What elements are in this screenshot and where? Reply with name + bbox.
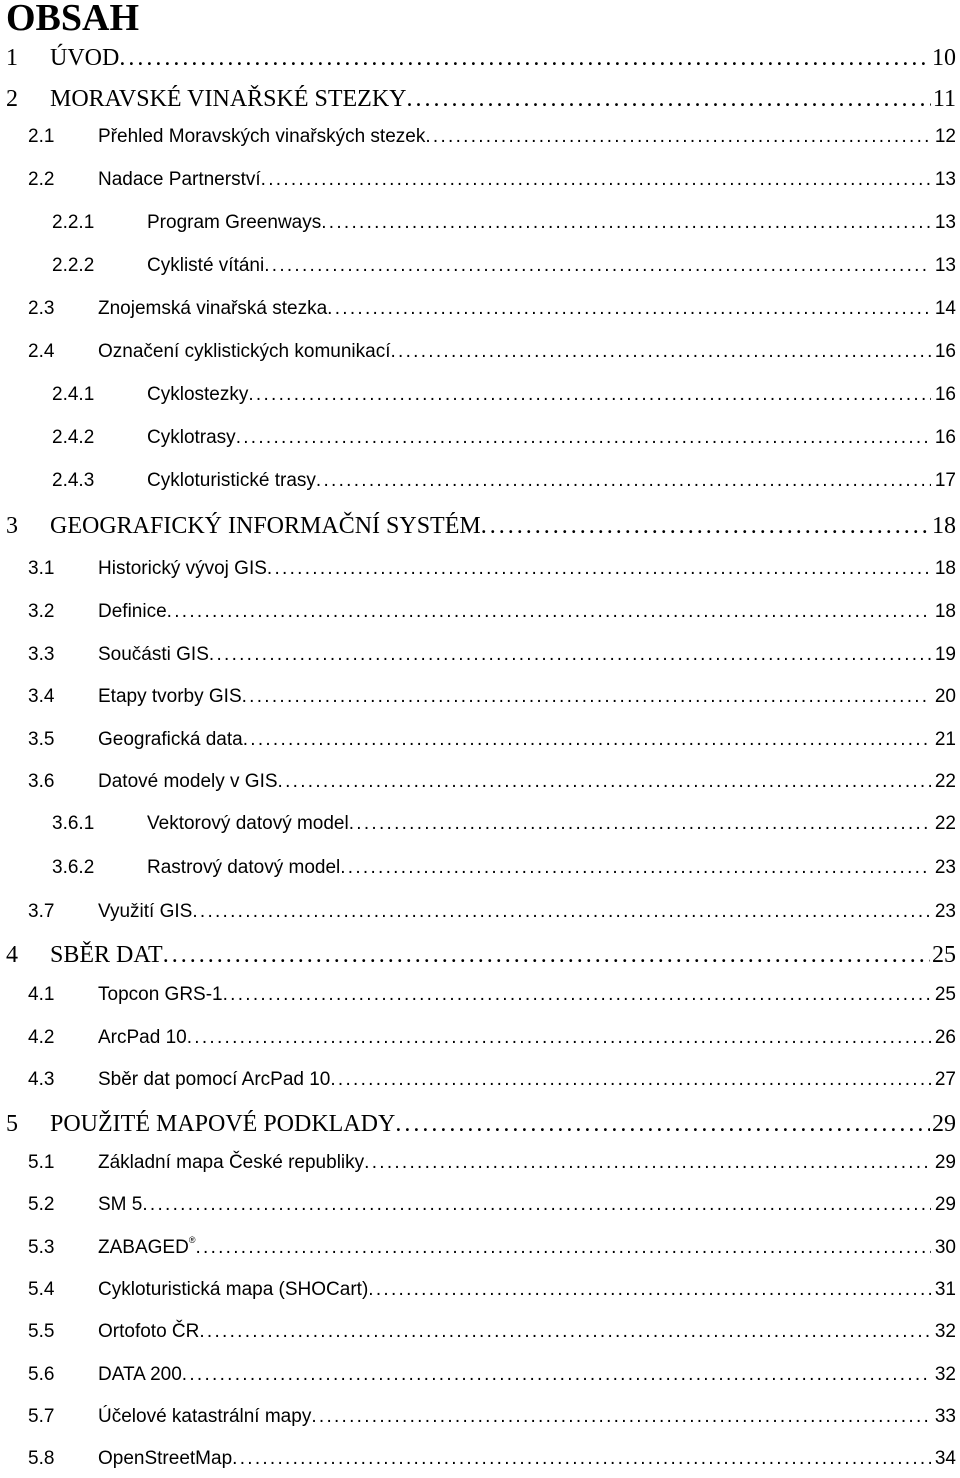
toc-entry-page-number: 14 [934,298,956,319]
toc-entry-label-text: DATA 200 [98,1364,182,1385]
toc-entry-label [98,729,243,751]
toc-entry[interactable] [28,1234,956,1267]
toc-entry-label [147,212,321,234]
toc-entry-label [50,1111,395,1138]
dot-leader [481,513,930,540]
toc-entry-number: 5.8 [28,1448,55,1469]
toc-entry-page-number: 16 [934,341,956,362]
dot-leader [163,942,930,969]
toc-entry-number: 5.7 [28,1406,55,1427]
toc-entry-label-text: OpenStreetMap [98,1448,233,1469]
dot-leader [248,384,931,406]
toc-entry-label [98,1279,368,1301]
toc-entry-label [98,1364,182,1386]
toc-entry-number: 3.1 [28,558,55,579]
toc-entry-page-number: 10 [932,45,956,71]
dot-leader [264,255,931,277]
toc-entry-number: 5.4 [28,1279,55,1300]
toc-entry-label-text: Cyklisté vítáni [147,255,265,276]
dot-leader [223,984,931,1006]
toc-entry-page-number: 16 [934,384,956,405]
toc-entry[interactable] [52,255,956,285]
toc-entry-number: 3.5 [28,729,55,750]
toc-entry[interactable] [28,341,956,371]
toc-entry-page-number: 26 [934,1027,956,1048]
toc-entry-label-text: Využití GIS [98,901,193,922]
toc-entry-label-text: Vektorový datový model [147,813,349,834]
dot-leader [330,1069,930,1091]
toc-entry-page-number: 33 [934,1406,956,1427]
toc-entry-label [98,644,209,666]
toc-entry-number: 2.2.2 [52,255,95,276]
toc-entry-page-number: 18 [934,601,956,622]
toc-entry-label [50,513,481,540]
toc-entry-page-number: 29 [932,1111,956,1137]
dot-leader [187,1027,931,1049]
dot-leader [242,686,931,708]
toc-entry-label [147,427,236,449]
toc-entry-number: 3.6 [28,771,55,792]
dot-leader [142,1194,931,1216]
toc-entry-label-text: Rastrový datový model [147,857,341,878]
dot-leader [321,212,931,234]
toc-entry-page-number: 23 [934,857,956,878]
dot-leader [311,1406,931,1428]
dot-leader [243,729,931,751]
toc-entry-label-text: Definice [98,601,167,622]
toc-entry-page-number: 18 [932,513,956,539]
toc-entry-label-text: POUŽITÉ MAPOVÉ PODKLADY [50,1111,396,1137]
dot-leader [199,1321,930,1343]
toc-entry[interactable] [52,813,956,843]
toc-entry-label-text: Etapy tvorby GIS [98,686,242,707]
toc-entry-label-text: Geografická data [98,729,243,750]
toc-entry-label-text: Nadace Partnerství [98,169,261,190]
dot-leader [349,813,931,835]
toc-entry-label-text: ArcPad 10 [98,1027,187,1048]
toc-entry[interactable] [52,427,956,457]
toc-entry-number: 2.1 [28,126,55,147]
toc-entry-page-number: 11 [932,86,956,112]
toc-entry[interactable] [28,729,956,759]
toc-entry[interactable] [52,857,956,887]
toc-entry[interactable] [6,45,956,75]
toc-entry-page-number: 31 [934,1279,956,1300]
toc-entry-label [98,169,261,191]
toc-entry-number: 3.4 [28,686,55,707]
registered-mark: ® [188,1234,196,1245]
toc-entry-label [98,341,391,363]
toc-entry-number: 5.1 [28,1152,55,1173]
toc-entry-label-text: MORAVSKÉ VINAŘSKÉ STEZKY [50,86,407,112]
toc-entry-number: 4.1 [28,984,55,1005]
dot-leader [425,126,931,148]
toc-entry-label [50,942,163,969]
dot-leader [167,601,931,623]
toc-entry-label [147,255,264,277]
toc-entry-page-number: 20 [934,686,956,707]
toc-entry[interactable] [52,212,956,242]
toc-entry-page-number: 18 [934,558,956,579]
toc-entry-page-number: 22 [934,771,956,792]
toc-entry[interactable] [28,1448,956,1478]
dot-leader [232,1448,931,1470]
toc-entry[interactable] [28,1279,956,1309]
toc-entry[interactable] [28,601,956,631]
toc-entry-number: 4 [6,942,18,968]
toc-entry-label [50,86,406,113]
toc-entry-label-text: Historický vývoj GIS [98,558,267,579]
toc-entry[interactable] [52,384,956,414]
toc-entry-page-number: 16 [934,427,956,448]
dot-leader [278,771,931,793]
dot-leader [209,644,931,666]
toc-entry-number: 5.5 [28,1321,55,1342]
toc-entry-label-text: ZABAGED [98,1237,189,1258]
toc-entry-page-number: 25 [932,942,956,968]
toc-entry-label [98,901,192,923]
toc-entry[interactable] [6,513,956,543]
toc-entry-page-number: 13 [934,169,956,190]
toc-entry-page-number: 22 [934,813,956,834]
dot-leader [119,45,930,72]
toc-entry[interactable] [28,1194,956,1224]
dot-leader [195,1237,930,1259]
toc-entry-label [98,686,242,708]
toc-entry-label [98,1152,364,1174]
toc-entry-label-text: Základní mapa České republiky [98,1152,365,1173]
dot-leader [236,427,931,449]
dot-leader [364,1152,931,1174]
toc-entry[interactable] [28,298,956,328]
toc-entry[interactable] [6,86,956,116]
toc-entry[interactable] [52,470,956,500]
toc-entry-number: 3 [6,513,18,539]
toc-entry-number: 5.6 [28,1364,55,1385]
toc-entry-number: 2.4.2 [52,427,95,448]
toc-entry[interactable] [28,901,956,931]
toc-entry-label-text: Cykloturistická mapa (SHOCart) [98,1279,369,1300]
toc-entry-number: 2.2 [28,169,55,190]
toc-entry-number: 1 [6,45,18,71]
toc-entry[interactable] [28,1406,956,1436]
toc-entry-label [98,984,223,1006]
toc-entry-number: 5 [6,1111,18,1137]
dot-leader [391,341,931,363]
toc-entry[interactable] [28,558,956,588]
toc-entry-number: 3.3 [28,644,55,665]
toc-entry-label-text: ÚVOD [50,45,120,71]
toc-entry-label [98,1069,330,1091]
toc-entry-number: 3.2 [28,601,55,622]
toc-entry-page-number: 17 [934,470,956,491]
toc-entry-page-number: 21 [934,729,956,750]
toc-entry-number: 3.7 [28,901,55,922]
toc-entry-page-number: 27 [934,1069,956,1090]
toc-entry-page-number: 34 [934,1448,956,1469]
toc-entry-label [98,1194,142,1216]
toc-entry-label [147,857,340,879]
toc-entry-page-number: 23 [934,901,956,922]
toc-entry-label-text: Znojemská vinařská stezka [98,298,328,319]
toc-entry[interactable] [28,169,956,199]
toc-entry-page-number: 13 [934,255,956,276]
toc-entry-label-text: Cykloturistické trasy [147,470,316,491]
dot-leader [316,470,931,492]
toc-entry-number: 2.2.1 [52,212,95,233]
toc-entry[interactable] [6,942,956,972]
toc-entry-number: 2.4.1 [52,384,95,405]
toc-entry-page-number: 19 [934,644,956,665]
dot-leader [368,1279,931,1301]
toc-entry[interactable] [28,984,956,1014]
toc-entry-label-text: Program Greenways [147,212,322,233]
toc-entry-label-text: Cyklostezky [147,384,249,405]
toc-entry-page-number: 32 [934,1321,956,1342]
dot-leader [192,901,931,923]
toc-entry-label [147,813,349,835]
toc-entry-label-text: GEOGRAFICKÝ INFORMAČNÍ SYSTÉM [50,513,481,539]
toc-entry-number: 2.3 [28,298,55,319]
toc-entry[interactable] [28,1364,956,1394]
toc-entry-label [98,771,278,793]
toc-entry[interactable] [28,126,956,156]
toc-entry-page-number: 29 [934,1152,956,1173]
toc-entry-label [98,126,425,148]
dot-leader [406,86,930,113]
toc-entry-label-text: Cyklotrasy [147,427,236,448]
toc-entry-number: 2.4.3 [52,470,95,491]
toc-entry-label-text: Označení cyklistických komunikací [98,341,391,362]
toc-entry-label [98,1027,187,1049]
toc-entry[interactable] [28,1321,956,1351]
toc-entry-number: 3.6.2 [52,857,95,878]
toc-entry-label [98,1321,199,1343]
toc-entry-page-number: 32 [934,1364,956,1385]
toc-entry-label [98,601,167,623]
toc-entry[interactable] [28,1027,956,1057]
toc-entry-label [147,384,248,406]
toc-entry-label-text: Součásti GIS [98,644,209,665]
toc-entry-number: 2 [6,86,18,112]
toc-entry-label-text: Přehled Moravských vinařských stezek [98,126,426,147]
toc-entry-page-number: 13 [934,212,956,233]
toc-entry-page-number: 30 [934,1237,956,1258]
toc-entry[interactable] [28,771,956,801]
toc-entry-number: 4.2 [28,1027,55,1048]
toc-entry-number: 2.4 [28,341,55,362]
toc-entry-number: 5.2 [28,1194,55,1215]
toc-entry-label-text: Sběr dat pomocí ArcPad 10 [98,1069,331,1090]
toc-entry[interactable] [28,1152,956,1182]
toc-entry-number: 4.3 [28,1069,55,1090]
toc-entry-label [98,1448,232,1470]
toc-entry-label [147,470,316,492]
toc-entry-label-text: SBĚR DAT [50,942,163,968]
toc-entry-label [98,1234,196,1259]
dot-leader [261,169,931,191]
dot-leader [327,298,931,320]
toc-entry-page-number: 12 [934,126,956,147]
toc-entry-page-number: 29 [934,1194,956,1215]
page-title: OBSAH [6,0,140,39]
toc-entry-label [98,1406,311,1428]
dot-leader [340,857,931,879]
toc-entry-label-text: Datové modely v GIS [98,771,278,792]
toc-entry-number: 5.3 [28,1237,55,1258]
toc-entry-label [98,298,327,320]
toc-entry-label [98,558,267,580]
dot-leader [267,558,931,580]
toc-entry-label-text: Účelové katastrální mapy [98,1406,312,1427]
toc-entry[interactable] [28,1069,956,1099]
toc-entry[interactable] [28,644,956,674]
dot-leader [182,1364,931,1386]
toc-entry-label-text: Ortofoto ČR [98,1321,200,1342]
dot-leader [395,1111,930,1138]
toc-entry[interactable] [6,1111,956,1141]
toc-entry-number: 3.6.1 [52,813,95,834]
toc-entry[interactable] [28,686,956,716]
toc-entry-label-text: Topcon GRS-1 [98,984,223,1005]
toc-entry-label-text: SM 5 [98,1194,143,1215]
toc-entry-label [50,45,119,72]
toc-entry-page-number: 25 [934,984,956,1005]
